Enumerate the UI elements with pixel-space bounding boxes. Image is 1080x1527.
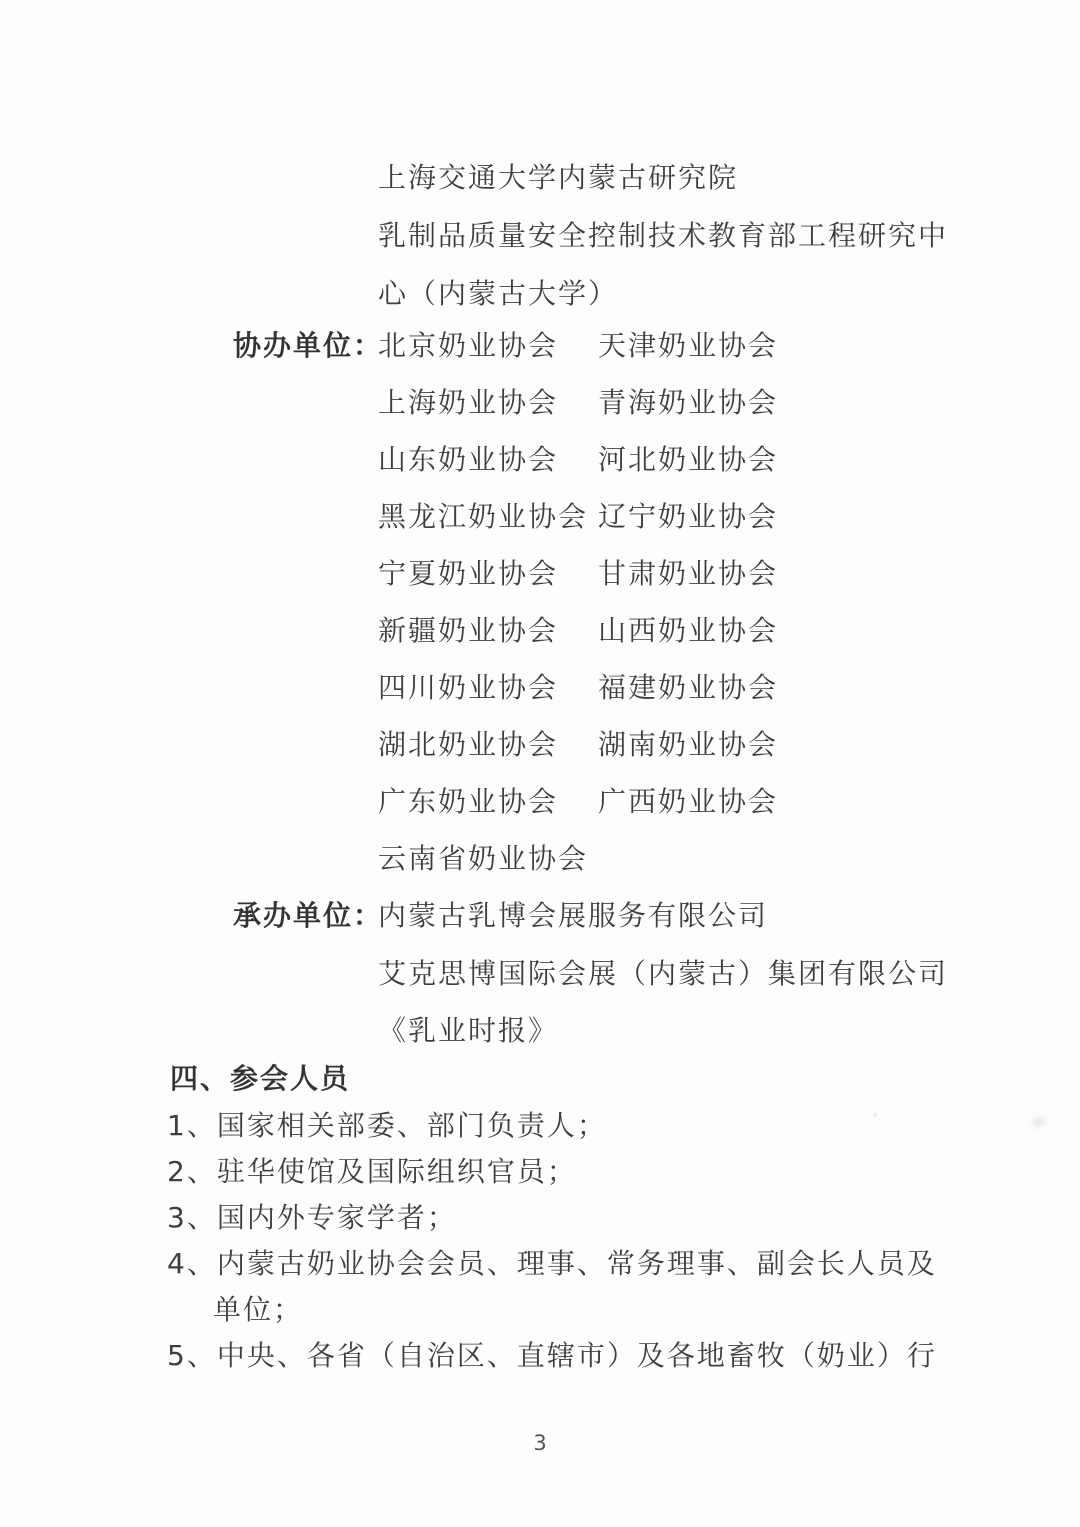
host-unit-line: 上海交通大学内蒙古研究院 bbox=[378, 161, 739, 194]
list-item-continuation: 单位； bbox=[213, 1293, 304, 1326]
list-item: 2、驻华使馆及国际组织官员； bbox=[167, 1155, 577, 1188]
list-item: 5、中央、各省（自治区、直辖市）及各地畜牧（奶业）行 bbox=[167, 1339, 937, 1372]
org-name: 湖北奶业协会 bbox=[378, 728, 559, 761]
org-name: 广西奶业协会 bbox=[598, 785, 779, 818]
org-row bbox=[378, 602, 778, 659]
org-row bbox=[378, 830, 778, 887]
org-row bbox=[378, 659, 778, 716]
org-row bbox=[378, 488, 778, 545]
org-row bbox=[378, 317, 778, 374]
undertaker-line: 内蒙古乳博会展服务有限公司 bbox=[378, 899, 769, 932]
scan-smudge bbox=[1032, 1118, 1046, 1126]
list-item: 1、国家相关部委、部门负责人； bbox=[167, 1109, 607, 1142]
list-item: 4、内蒙古奶业协会会员、理事、常务理事、副会长人员及 bbox=[167, 1247, 937, 1280]
org-name: 黑龙江奶业协会 bbox=[378, 500, 589, 533]
org-name: 宁夏奶业协会 bbox=[378, 557, 559, 590]
co-organizers-block bbox=[233, 317, 778, 887]
undertaker-line: 艾克思博国际会展（内蒙古）集团有限公司 bbox=[378, 956, 949, 990]
org-row bbox=[378, 545, 778, 602]
org-name: 四川奶业协会 bbox=[378, 671, 559, 704]
undertakers-block bbox=[233, 887, 948, 1060]
co-organizers-label: 协办单位： bbox=[233, 329, 384, 362]
org-name: 福建奶业协会 bbox=[598, 671, 779, 704]
org-row bbox=[378, 374, 778, 431]
org-name: 湖南奶业协会 bbox=[598, 728, 779, 761]
org-name: 新疆奶业协会 bbox=[378, 614, 559, 647]
org-name: 广东奶业协会 bbox=[378, 785, 559, 818]
org-name: 北京奶业协会 bbox=[378, 329, 559, 362]
scan-smudge bbox=[873, 1113, 877, 1117]
co-organizers-list bbox=[378, 317, 778, 887]
section-heading-attendees: 四、参会人员 bbox=[170, 1062, 351, 1095]
undertaker-line: 《乳业时报》 bbox=[378, 1014, 559, 1047]
org-name: 上海奶业协会 bbox=[378, 386, 559, 419]
org-name: 河北奶业协会 bbox=[598, 443, 779, 476]
host-unit-line: 心（内蒙古大学） bbox=[378, 277, 619, 310]
host-units-continued bbox=[378, 149, 948, 323]
page-number: 3 bbox=[533, 1431, 547, 1455]
undertakers-label: 承办单位： bbox=[233, 899, 384, 932]
org-name: 山东奶业协会 bbox=[378, 443, 559, 476]
org-name: 辽宁奶业协会 bbox=[598, 500, 779, 533]
org-row bbox=[378, 431, 778, 488]
undertakers-list bbox=[378, 887, 948, 1060]
org-name: 山西奶业协会 bbox=[598, 614, 779, 647]
host-unit-line: 乳制品质量安全控制技术教育部工程研究中 bbox=[378, 219, 949, 252]
org-name: 天津奶业协会 bbox=[598, 329, 779, 362]
attendee-list bbox=[167, 1103, 937, 1379]
org-name: 青海奶业协会 bbox=[598, 386, 779, 419]
org-row bbox=[378, 773, 778, 830]
org-row bbox=[378, 716, 778, 773]
org-name: 云南省奶业协会 bbox=[378, 842, 589, 875]
list-item: 3、国内外专家学者； bbox=[167, 1201, 457, 1234]
org-name: 甘肃奶业协会 bbox=[598, 557, 779, 590]
